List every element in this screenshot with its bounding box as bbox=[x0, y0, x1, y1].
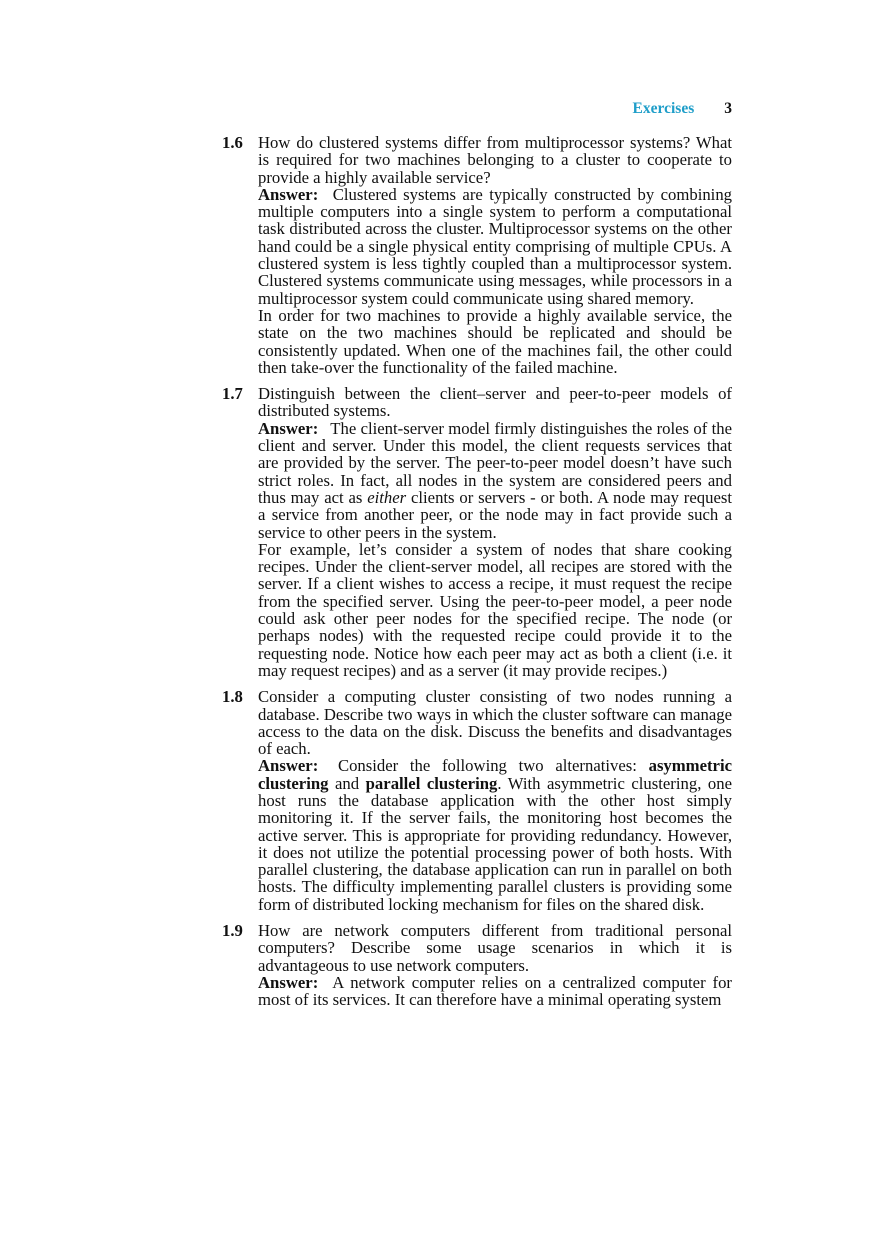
exercise-body bbox=[258, 922, 732, 1008]
exercise-question: How are network computers different from traditional personal computers? Describe some usage scenarios in which it is advantageous to use network computers. bbox=[258, 921, 732, 975]
exercise-answer bbox=[258, 757, 732, 913]
exercise-answer bbox=[258, 186, 732, 307]
exercise-body bbox=[258, 688, 732, 913]
exercise-number: 1.8 bbox=[222, 687, 243, 707]
answer-text: Clustered systems are typically constructed by combining multiple computers into a single system to perform a computational task distributed across the cluster. Multiprocessor systems on the other hand could be a single physical entity comprising of multiple CPUs. A clustered system is less tightly coupled than a multiprocessor system. Clustered systems communicate using messages, while processors in a multiprocessor system could communicate using shared memory. bbox=[258, 184, 733, 308]
exercise-question: Consider a computing cluster consisting of two nodes running a database. Describe two ways in which the cluster software can manage access to the data on the disk. Discuss the benefits and disadvantages of each. bbox=[258, 687, 732, 759]
answer-text: and bbox=[335, 773, 360, 793]
exercise-answer bbox=[258, 420, 732, 541]
answer-text: The client-server model firmly distinguishes the roles of the client and server. Under this model, the client requests services that are provided by the server. The peer-to-peer model doesn’t have such strict roles. In fact, all nodes in the system are considered peers and thus may act as bbox=[258, 418, 732, 507]
exercise-body bbox=[258, 385, 732, 679]
exercise-question: Distinguish between the client–server and peer-to-peer models of distributed systems. bbox=[258, 384, 732, 421]
exercise-number: 1.6 bbox=[222, 133, 243, 152]
exercise-number: 1.9 bbox=[222, 921, 243, 941]
exercise-1-8 bbox=[222, 688, 732, 913]
answer-label: Answer: bbox=[258, 756, 319, 776]
answer-label: Answer: bbox=[258, 184, 319, 204]
exercise-answer bbox=[258, 974, 732, 1009]
exercise-1-7 bbox=[222, 385, 732, 679]
section-title: Exercises bbox=[632, 100, 695, 117]
exercise-list bbox=[222, 134, 732, 1018]
answer-paragraph: For example, let’s consider a system of nodes that share cooking recipes. Under the client-server model, all recipes are stored with the server. If a client wishes to access a recipe, it must request the recipe from the specified server. Using the peer-to-peer model, a peer node could ask other peer nodes for the specified recipe. The node (or perhaps nodes) with the requested recipe could provide it to the requesting node. Notice how each peer may act as both a client (i.e. it may request recipes) and as a server (it may provide recipes.) bbox=[258, 539, 732, 680]
exercise-body bbox=[258, 134, 732, 376]
answer-text: clients or servers - or both. A node may request a service from another peer, or the node may in fact provide such a service to other peers in the system. bbox=[258, 487, 733, 542]
answer-paragraph: In order for two machines to provide a highly available service, the state on the two machines should be replicated and should be consistently updated. When one of the machines fail, the other could then take-over the functionality of the failed machine. bbox=[258, 305, 732, 377]
answer-text: . With asymmetric clustering, one host runs the database application with the other host simply monitoring it. If the server fails, the monitoring host becomes the active server. This is appropriate for providing redundancy. However, it does not utilize the potential processing power of both hosts. With parallel clustering, the database application can run in parallel on both hosts. The difficulty implementing parallel clusters is providing some form of distributed locking mechanism for files on the shared disk. bbox=[258, 773, 733, 914]
exercise-question: How do clustered systems differ from multiprocessor systems? What is required for two machines belonging to a cluster to cooperate to provide a highly available service? bbox=[258, 133, 732, 187]
exercise-1-6 bbox=[222, 134, 732, 376]
answer-label: Answer: bbox=[258, 418, 319, 438]
exercise-1-9 bbox=[222, 922, 732, 1008]
running-header bbox=[222, 100, 732, 118]
emphasis-text: either bbox=[367, 487, 407, 507]
answer-text: Consider the following two alternatives: bbox=[337, 756, 637, 776]
exercise-number: 1.7 bbox=[222, 384, 243, 404]
bold-term: parallel clustering bbox=[365, 773, 498, 793]
bold-term: asymmetric clustering bbox=[258, 756, 732, 793]
answer-label: Answer: bbox=[258, 972, 319, 992]
page-number: 3 bbox=[724, 100, 732, 117]
answer-text: A network computer relies on a centralized computer for most of its services. It can therefore have a minimal operating system bbox=[258, 972, 732, 1010]
